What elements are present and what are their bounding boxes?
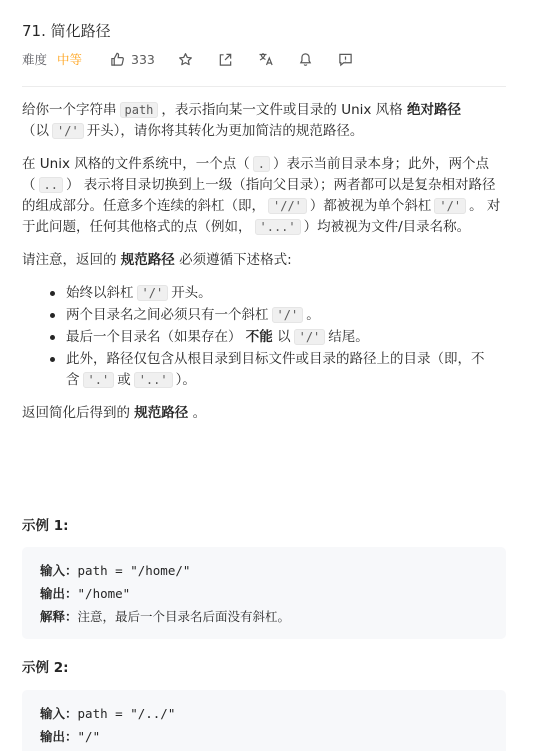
desc-paragraph-1: 给你一个字符串 path ，表示指向某一文件或目录的 Unix 风格 绝对路径 （以 '/' 开头），请你将其转化为更加简洁的规范路径。 [22, 102, 461, 139]
notification-button[interactable] [297, 50, 315, 68]
example-1-title: 示例 1: [22, 518, 69, 534]
problem-title: 71. 简化路径 [22, 22, 111, 40]
translate-button[interactable] [257, 50, 275, 68]
desc-paragraph-4: 返回简化后得到的 规范路径 。 [22, 405, 207, 421]
inline-code: '/' [137, 285, 169, 301]
problem-description [22, 100, 506, 436]
inline-code: . [253, 156, 270, 172]
star-icon [178, 52, 193, 67]
list-item: 最后一个目录名（如果存在） 不能 以 '/' 结尾。 [50, 327, 506, 348]
example-2-box [22, 690, 506, 751]
bold-term: 不能 [245, 329, 273, 345]
inline-code: path [120, 102, 159, 118]
difficulty-badge: 中等 [57, 52, 83, 67]
feedback-icon [338, 52, 353, 67]
like-count: 333 [131, 51, 155, 67]
like-button[interactable] [110, 52, 155, 67]
inline-code: '...' [255, 219, 301, 235]
inline-code: '/' [272, 307, 304, 323]
bold-term: 规范路径 [134, 405, 189, 421]
example-input-line: 输入：path = "/../" [40, 706, 176, 721]
header-divider [22, 86, 506, 87]
list-item: 始终以斜杠 '/' 开头。 [50, 283, 506, 304]
bold-term: 绝对路径 [406, 102, 461, 118]
list-item: 此外，路径仅包含从根目录到目标文件或目录的路径上的目录（即，不含 '.' 或 '..' ）。 [50, 349, 506, 391]
inline-code: .. [39, 177, 63, 193]
inline-code: '/' [52, 123, 84, 139]
inline-code: '.' [83, 372, 115, 388]
bell-icon [298, 52, 313, 67]
example-input-line: 输入：path = "/home/" [40, 563, 191, 578]
problem-meta-bar [22, 50, 355, 68]
example-output-line: 输出："/" [40, 729, 101, 744]
inline-code: '/' [294, 329, 326, 345]
desc-paragraph-3: 请注意，返回的 规范路径 必须遵循下述格式: [22, 252, 292, 268]
difficulty-label: 难度 [22, 52, 48, 67]
feedback-button[interactable] [337, 50, 355, 68]
bold-term: 规范路径 [120, 252, 175, 268]
list-item: 两个目录名之间必须只有一个斜杠 '/' 。 [50, 305, 506, 326]
share-button[interactable] [217, 50, 235, 68]
example-1-box [22, 547, 506, 639]
format-rules-list [50, 283, 506, 391]
example-2-title: 示例 2: [22, 660, 69, 676]
inline-code: '/' [434, 198, 466, 214]
desc-paragraph-2: 在 Unix 风格的文件系统中，一个点（ . ）表示当前目录本身；此外，两个点 （ .. ） 表示将目录切换到上一级（指向父目录）；两者都可以是复杂相对路径的组成部分。任意多个连续的斜杠（即， '//' ）都被视为单个斜杠 '/' 。 对于此问题，任何其他格式的点（例如， '...' ）均被视为文件/目录名称。 [22, 156, 501, 235]
inline-code: '//' [268, 198, 307, 214]
favorite-button[interactable] [177, 50, 195, 68]
thumbs-up-icon [110, 52, 125, 67]
example-output-line: 输出："/home" [40, 586, 131, 601]
translate-icon [258, 51, 274, 67]
share-icon [218, 52, 233, 67]
example-explain-line: 解释：注意，最后一个目录名后面没有斜杠。 [40, 609, 291, 624]
inline-code: '..' [134, 372, 173, 388]
